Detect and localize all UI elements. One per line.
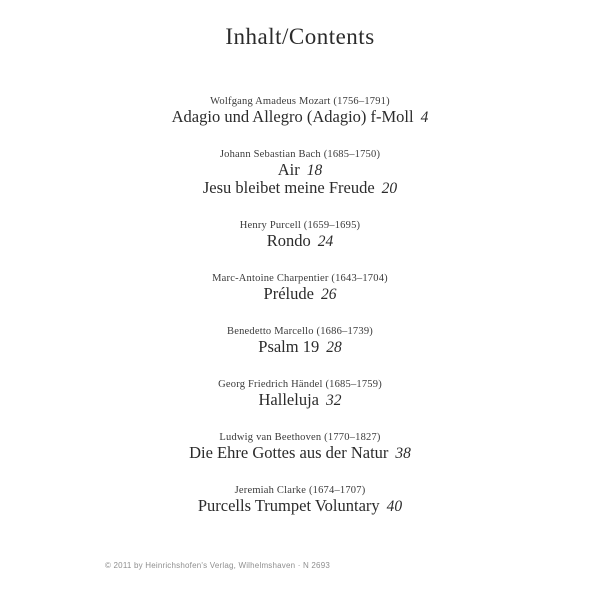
composer-line: Jeremiah Clarke (1674–1707) bbox=[234, 485, 366, 496]
entry-beethoven bbox=[0, 431, 600, 462]
piece-title: Psalm 19 bbox=[258, 337, 320, 356]
entry-clarke bbox=[0, 484, 600, 515]
piece-page-number: 20 bbox=[381, 180, 398, 197]
piece-title: Purcells Trumpet Voluntary bbox=[197, 496, 380, 515]
footer-copyright: © 2011 by Heinrichshofen's Verlag, Wilhelmshaven · N 2693 bbox=[105, 561, 331, 570]
piece-line bbox=[0, 444, 600, 462]
piece-page-number: 4 bbox=[420, 109, 429, 126]
piece-line bbox=[0, 179, 600, 197]
piece-page-number: 24 bbox=[317, 233, 334, 250]
piece-title: Prélude bbox=[263, 284, 314, 303]
entry-haendel bbox=[0, 378, 600, 409]
piece-line bbox=[0, 285, 600, 303]
piece-line bbox=[0, 497, 600, 515]
entry-purcell bbox=[0, 219, 600, 250]
composer-line: Wolfgang Amadeus Mozart (1756–1791) bbox=[210, 96, 390, 107]
contents-list bbox=[0, 95, 600, 515]
composer-line: Johann Sebastian Bach (1685–1750) bbox=[219, 149, 381, 160]
piece-page-number: 26 bbox=[320, 286, 337, 303]
entry-bach bbox=[0, 148, 600, 197]
piece-page-number: 28 bbox=[326, 339, 342, 356]
piece-line bbox=[0, 338, 600, 356]
piece-page-number: 32 bbox=[325, 392, 342, 409]
entry-mozart bbox=[0, 95, 600, 126]
piece-page-number: 38 bbox=[395, 445, 411, 462]
piece-title: Die Ehre Gottes aus der Natur bbox=[189, 443, 389, 462]
piece-line bbox=[0, 161, 600, 179]
piece-line bbox=[0, 391, 600, 409]
composer-line: Ludwig van Beethoven (1770–1827) bbox=[219, 432, 381, 443]
piece-title: Air bbox=[277, 160, 300, 179]
entry-marcello bbox=[0, 325, 600, 356]
piece-title: Rondo bbox=[266, 231, 311, 250]
entry-charpentier bbox=[0, 272, 600, 303]
piece-title: Jesu bleibet meine Freude bbox=[202, 178, 375, 197]
piece-page-number: 18 bbox=[306, 162, 323, 179]
piece-title: Adagio und Allegro (Adagio) f-Moll bbox=[171, 107, 414, 126]
piece-page-number: 40 bbox=[386, 498, 403, 515]
piece-line bbox=[0, 232, 600, 250]
composer-line: Henry Purcell (1659–1695) bbox=[239, 220, 361, 231]
composer-line: Marc-Antoine Charpentier (1643–1704) bbox=[212, 273, 388, 284]
piece-title: Halleluja bbox=[258, 390, 319, 409]
composer-line: Georg Friedrich Händel (1685–1759) bbox=[218, 379, 382, 390]
composer-line: Benedetto Marcello (1686–1739) bbox=[227, 326, 373, 337]
page-title: Inhalt/Contents bbox=[225, 24, 375, 49]
piece-line bbox=[0, 108, 600, 126]
